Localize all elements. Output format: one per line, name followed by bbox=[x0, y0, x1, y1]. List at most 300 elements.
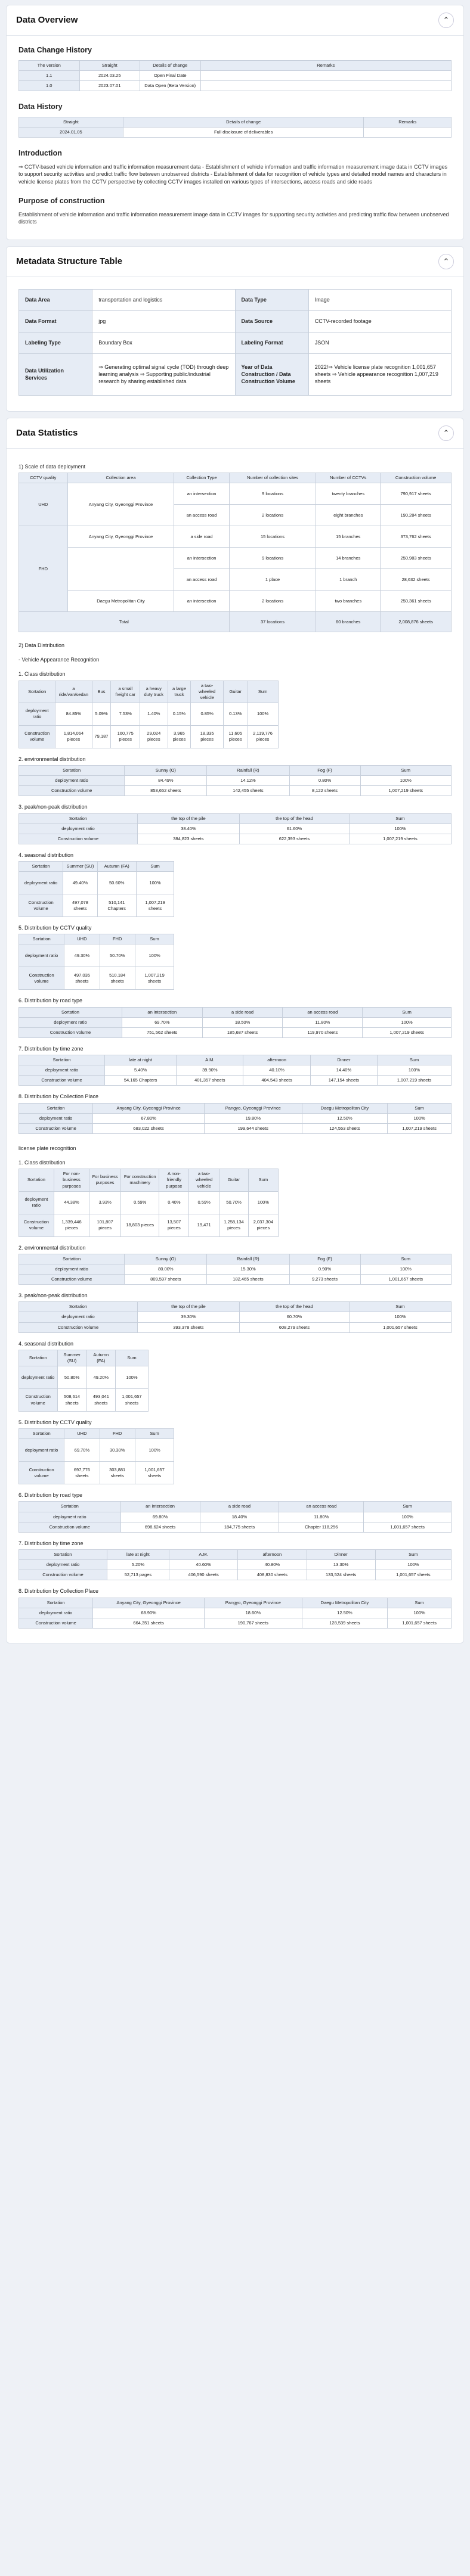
table-row bbox=[19, 1027, 452, 1037]
purpose-text: Establishment of vehicle information and traffic information measurement image data in CCTV images for supporting security activities and predicting traffic flow between unobserved districts bbox=[18, 211, 449, 225]
table-cell: 1,007,219 sheets bbox=[378, 1076, 452, 1086]
table-cell: 100% bbox=[349, 1312, 451, 1322]
table-cell: 9 locations bbox=[229, 548, 316, 569]
table-header-cell: Sum bbox=[364, 1502, 452, 1512]
table-cell: 1,007,219 sheets bbox=[360, 786, 451, 796]
row-label-cell: Construction volume bbox=[19, 1214, 54, 1236]
table-cell: 100% bbox=[375, 1560, 451, 1570]
table-header-cell: the top of the pile bbox=[137, 1302, 239, 1312]
distribution-title: 2) Data Distribution bbox=[18, 642, 65, 649]
table-cell: 28,632 sheets bbox=[381, 569, 452, 591]
table-cell: 190,767 sheets bbox=[204, 1618, 302, 1628]
table-cell: 1,001,657 sheets bbox=[375, 1570, 451, 1580]
table-header-cell: an access road bbox=[279, 1502, 364, 1512]
table-header-cell: Sortation bbox=[19, 766, 125, 776]
quality-cell: UHD bbox=[19, 483, 68, 526]
area-cell: Daegu Metropolitan City bbox=[67, 591, 174, 612]
table-header-cell: Fog (F) bbox=[289, 766, 360, 776]
table-header-cell: Sum bbox=[349, 813, 451, 824]
table-cell: 119,970 sheets bbox=[283, 1027, 363, 1037]
table-cell: 608,279 sheets bbox=[239, 1322, 349, 1332]
table-cell: 52,713 pages bbox=[107, 1570, 169, 1580]
distribution-subtitle: 7. Distribution by time zone bbox=[18, 1045, 84, 1052]
table-header-cell: For business purposes bbox=[89, 1169, 121, 1191]
table-cell bbox=[200, 71, 452, 81]
table-cell: 401,357 sheets bbox=[177, 1076, 243, 1086]
table-cell: 1,339,446 pieces bbox=[54, 1214, 89, 1236]
table-cell: 147,154 sheets bbox=[310, 1076, 377, 1086]
table-cell: 12.50% bbox=[302, 1608, 388, 1618]
table-row bbox=[19, 967, 174, 990]
table-header-cell: Daegu Metropolitan City bbox=[302, 1103, 388, 1113]
row-label-cell: 1.1 bbox=[19, 71, 80, 81]
table-cell: 15.30% bbox=[207, 1264, 289, 1274]
table-cell: 9 locations bbox=[229, 483, 316, 505]
row-label-cell: 1.0 bbox=[19, 81, 80, 91]
table-cell: 100% bbox=[378, 1065, 452, 1076]
table-header-cell: UHD bbox=[64, 934, 100, 944]
table-header-cell: Rainfall (R) bbox=[207, 1254, 289, 1264]
table-cell: 1,007,219 sheets bbox=[135, 967, 174, 990]
table-cell bbox=[200, 81, 452, 91]
section-title: Metadata Structure Table bbox=[16, 256, 123, 266]
table-header-cell: the top of the head bbox=[239, 813, 349, 824]
table-header-cell: an intersection bbox=[120, 1502, 200, 1512]
table-cell: 69.70% bbox=[64, 1439, 100, 1462]
table-header-cell: Sortation bbox=[19, 1429, 64, 1439]
distribution-table bbox=[18, 934, 174, 990]
table-header-cell: a side road bbox=[200, 1502, 279, 1512]
row-label-cell: Construction volume bbox=[19, 967, 64, 990]
table-cell: Chapter 118,256 bbox=[279, 1522, 364, 1532]
table-row bbox=[19, 786, 452, 796]
table-cell: a side road bbox=[174, 526, 229, 548]
table-header-cell: the top of the head bbox=[239, 1302, 349, 1312]
distribution-subtitle: 8. Distribution by Collection Place bbox=[18, 1588, 99, 1595]
section-title: Data Overview bbox=[16, 14, 78, 25]
table-cell: 0.15% bbox=[168, 703, 191, 725]
table-cell: 18,803 pieces bbox=[121, 1214, 159, 1236]
row-label-cell: deployment ratio bbox=[19, 1113, 93, 1123]
table-header-cell: Sum bbox=[360, 1254, 451, 1264]
table-cell: 68.90% bbox=[93, 1608, 205, 1618]
table-row bbox=[19, 1322, 452, 1332]
table-cell: 664,351 sheets bbox=[93, 1618, 205, 1628]
table-row bbox=[19, 1570, 452, 1580]
table-cell: 39.30% bbox=[137, 1312, 239, 1322]
table-header-cell: Details of change bbox=[140, 60, 201, 70]
table-row bbox=[19, 1275, 452, 1285]
row-label-cell: deployment ratio bbox=[19, 1312, 138, 1322]
table-row bbox=[19, 1123, 452, 1133]
scale-table bbox=[18, 473, 452, 632]
table-header-cell: Remarks bbox=[364, 117, 452, 128]
table-header-cell: a heavy duty truck bbox=[140, 680, 168, 703]
table-header-cell: FHD bbox=[100, 934, 135, 944]
table-cell: 5.09% bbox=[92, 703, 111, 725]
table-cell: 29,024 pieces bbox=[140, 725, 168, 748]
table-cell: 128,539 sheets bbox=[302, 1618, 388, 1628]
table-cell: 2,037,304 pieces bbox=[249, 1214, 278, 1236]
row-label-cell: Construction volume bbox=[19, 1322, 138, 1332]
distribution-table bbox=[18, 1169, 279, 1236]
distribution-table bbox=[18, 680, 279, 748]
table-header-cell: Sortation bbox=[19, 1550, 107, 1560]
table-cell: 44.38% bbox=[54, 1191, 89, 1214]
table-cell: 8,122 sheets bbox=[289, 786, 360, 796]
table-cell: 493,041 sheets bbox=[86, 1389, 115, 1412]
table-cell: 1,007,219 sheets bbox=[388, 1123, 452, 1133]
area-cell: Anyang City, Gyeonggi Province bbox=[67, 483, 174, 526]
table-cell: 40.60% bbox=[169, 1560, 238, 1570]
table-header-cell: Dinner bbox=[310, 1055, 377, 1065]
table-cell: 497,035 sheets bbox=[64, 967, 100, 990]
section-title: Data Statistics bbox=[16, 427, 78, 438]
table-cell: 30.30% bbox=[100, 1439, 135, 1462]
table-row bbox=[19, 944, 174, 967]
table-cell: 49.20% bbox=[86, 1366, 115, 1389]
table-cell: 199,644 sheets bbox=[204, 1123, 302, 1133]
chevron-up-icon[interactable]: ⌃ bbox=[438, 13, 454, 28]
distribution-subtitle: 3. peak/non-peak distribution bbox=[18, 1292, 88, 1299]
table-cell: Open Final Date bbox=[140, 71, 201, 81]
table-row bbox=[19, 1076, 452, 1086]
table-header-cell: Sum bbox=[375, 1550, 451, 1560]
row-label-cell: Construction volume bbox=[19, 894, 63, 917]
table-cell: 1,258,134 pieces bbox=[219, 1214, 248, 1236]
table-header-cell: Details of change bbox=[123, 117, 364, 128]
data-overview-header[interactable] bbox=[7, 5, 463, 36]
metadata-value: ⇒ Generating optimal signal cycle (TOD) through deep learning analysis ⇒ Supporting public/industrial research by sharing established data bbox=[92, 353, 235, 395]
table-cell: an intersection bbox=[174, 548, 229, 569]
table-row bbox=[19, 1512, 452, 1522]
table-cell: 39.90% bbox=[177, 1065, 243, 1076]
table-header-cell: Sum bbox=[378, 1055, 452, 1065]
table-header-cell: Pangyo, Gyeonggi Province bbox=[204, 1103, 302, 1113]
metadata-value: transportation and logistics bbox=[92, 289, 235, 310]
metadata-value: 2022/⇒ Vehicle license plate recognition 1,001,657 sheets ⇒ Vehicle appearance recognition 1,007,219 sheets bbox=[308, 353, 451, 395]
table-cell: 185,687 sheets bbox=[202, 1027, 283, 1037]
table-cell: 19,471 bbox=[189, 1214, 219, 1236]
table-cell: 0.90% bbox=[289, 1264, 360, 1274]
table-header-cell: Sum bbox=[388, 1103, 452, 1113]
row-label-cell: Construction volume bbox=[19, 1027, 122, 1037]
table-header-cell: Sortation bbox=[19, 680, 55, 703]
change-history-title: Data Change History bbox=[18, 46, 92, 54]
table-cell: 79,187 bbox=[92, 725, 111, 748]
table-cell: 1 branch bbox=[316, 569, 381, 591]
table-header-cell: Straight bbox=[19, 117, 123, 128]
distribution-table bbox=[18, 1301, 452, 1332]
table-cell: 2023.07.01 bbox=[79, 81, 140, 91]
table-cell: 9,273 sheets bbox=[289, 1275, 360, 1285]
table-cell: 1,001,657 sheets bbox=[360, 1275, 451, 1285]
row-label-cell: deployment ratio bbox=[19, 1512, 121, 1522]
metadata-value: CCTV-recorded footage bbox=[308, 310, 451, 332]
distribution-table bbox=[18, 1350, 149, 1412]
total-cell: 37 locations bbox=[229, 612, 316, 632]
table-header-cell: a ride/van/sedan bbox=[55, 680, 92, 703]
table-cell: 60.70% bbox=[239, 1312, 349, 1322]
distribution-table bbox=[18, 1103, 452, 1134]
table-header-cell: a small freight car bbox=[111, 680, 140, 703]
table-header-cell: late at night bbox=[107, 1550, 169, 1560]
table-cell: 622,393 sheets bbox=[239, 834, 349, 844]
table-cell: 2 locations bbox=[229, 591, 316, 612]
distribution-subtitle: 3. peak/non-peak distribution bbox=[18, 804, 88, 810]
table-row bbox=[19, 1191, 279, 1214]
scale-title: 1) Scale of data deployment bbox=[18, 463, 86, 470]
table-cell: 751,562 sheets bbox=[122, 1027, 202, 1037]
table-cell: 100% bbox=[136, 872, 174, 894]
table-cell: 1,001,657 sheets bbox=[349, 1322, 451, 1332]
appearance-title: - Vehicle Appearance Recognition bbox=[18, 657, 100, 663]
table-cell: 100% bbox=[363, 1017, 452, 1027]
table-cell: 50.80% bbox=[57, 1366, 86, 1389]
table-row bbox=[19, 81, 452, 91]
table-cell: 1,001,657 sheets bbox=[388, 1618, 452, 1628]
row-label-cell: deployment ratio bbox=[19, 1560, 107, 1570]
table-cell: 510,184 sheets bbox=[100, 967, 135, 990]
table-header-cell: Fog (F) bbox=[289, 1254, 360, 1264]
table-cell: 0.59% bbox=[189, 1191, 219, 1214]
table-cell: 100% bbox=[388, 1113, 452, 1123]
table-row bbox=[19, 1389, 149, 1412]
table-cell: 1,007,219 sheets bbox=[136, 894, 174, 917]
table-cell: 5.40% bbox=[105, 1065, 177, 1076]
table-header-cell: Sum bbox=[248, 680, 278, 703]
table-header-cell: the top of the pile bbox=[137, 813, 239, 824]
table-cell: 2,119,776 pieces bbox=[248, 725, 278, 748]
table-cell: 50.70% bbox=[100, 944, 135, 967]
table-header-cell: Sum bbox=[249, 1169, 278, 1191]
table-row bbox=[19, 128, 452, 138]
table-cell: 182,465 sheets bbox=[207, 1275, 289, 1285]
table-header-cell: Daegu Metropolitan City bbox=[302, 1598, 388, 1608]
table-cell: 0.59% bbox=[121, 1191, 159, 1214]
row-label-cell: Construction volume bbox=[19, 1076, 105, 1086]
table-header-cell: Pangyo, Gyeonggi Province bbox=[204, 1598, 302, 1608]
chevron-up-icon[interactable]: ⌃ bbox=[438, 425, 454, 441]
table-header-cell: Sortation bbox=[19, 1007, 122, 1017]
table-cell: 3.93% bbox=[89, 1191, 121, 1214]
table-cell: an access road bbox=[174, 569, 229, 591]
distribution-table bbox=[18, 861, 174, 917]
area-cell bbox=[67, 548, 174, 591]
distribution-table bbox=[18, 1428, 174, 1484]
distribution-table bbox=[18, 1254, 452, 1285]
distribution-subtitle: 4. seasonal distribution bbox=[18, 1340, 74, 1347]
table-cell: 508,614 sheets bbox=[57, 1389, 86, 1412]
table-row bbox=[19, 1017, 452, 1027]
distribution-subtitle: 2. environmental distribution bbox=[18, 756, 86, 762]
table-cell: 11.80% bbox=[279, 1512, 364, 1522]
table-row bbox=[19, 1214, 279, 1236]
data-statistics-card bbox=[6, 418, 464, 1643]
table-header-cell: Sum bbox=[388, 1598, 452, 1608]
data-statistics-header[interactable] bbox=[7, 418, 463, 449]
distribution-table bbox=[18, 1055, 452, 1086]
row-label-cell: deployment ratio bbox=[19, 872, 63, 894]
row-label-cell: deployment ratio bbox=[19, 703, 55, 725]
table-cell: 1,814,064 pieces bbox=[55, 725, 92, 748]
distribution-subtitle: 2. environmental distribution bbox=[18, 1244, 86, 1251]
table-row bbox=[19, 1065, 452, 1076]
introduction-title: Introduction bbox=[18, 149, 62, 158]
table-header-cell: an access road bbox=[283, 1007, 363, 1017]
table-cell: Full disclosure of deliverables bbox=[123, 128, 364, 138]
table-cell: 15 branches bbox=[316, 526, 381, 548]
table-header-cell: Sum bbox=[136, 862, 174, 872]
row-label-cell: Construction volume bbox=[19, 1275, 125, 1285]
table-header-cell: Straight bbox=[79, 60, 140, 70]
table-cell: 11,605 pieces bbox=[223, 725, 248, 748]
table-row bbox=[19, 1312, 452, 1322]
table-cell: 100% bbox=[116, 1366, 149, 1389]
distribution-table bbox=[18, 1007, 452, 1038]
row-label-cell: deployment ratio bbox=[19, 1017, 122, 1027]
table-header-cell: Sum bbox=[363, 1007, 452, 1017]
table-cell: 853,652 sheets bbox=[125, 786, 207, 796]
table-cell: 61.60% bbox=[239, 824, 349, 834]
row-label-cell: Construction volume bbox=[19, 1123, 93, 1133]
table-header-cell: Construction volume bbox=[381, 473, 452, 483]
table-header-cell: CCTV quality bbox=[19, 473, 68, 483]
table-row bbox=[19, 834, 452, 844]
distribution-subtitle: 1. Class distribution bbox=[18, 1160, 66, 1166]
metadata-value: Image bbox=[308, 289, 451, 310]
metadata-key: Data Format bbox=[19, 310, 92, 332]
table-header-cell: afternoon bbox=[243, 1055, 310, 1065]
table-cell: 13,507 pieces bbox=[159, 1214, 189, 1236]
metadata-table bbox=[18, 289, 452, 396]
table-cell: 2 locations bbox=[229, 505, 316, 526]
table-cell: 497,078 sheets bbox=[63, 894, 98, 917]
table-header-cell: Sortation bbox=[19, 813, 138, 824]
table-cell: 809,597 sheets bbox=[125, 1275, 207, 1285]
table-cell: 14.40% bbox=[310, 1065, 377, 1076]
table-header-cell: Sunny (O) bbox=[125, 766, 207, 776]
total-cell: 60 branches bbox=[316, 612, 381, 632]
table-cell: 373,762 sheets bbox=[381, 526, 452, 548]
table-header-cell: a two-wheeled vehicle bbox=[191, 680, 224, 703]
table-header-cell: Sortation bbox=[19, 1103, 93, 1113]
table-row bbox=[19, 725, 279, 748]
table-cell: 101,807 pieces bbox=[89, 1214, 121, 1236]
row-label-cell: deployment ratio bbox=[19, 1608, 93, 1618]
distribution-subtitle: 8. Distribution by Collection Place bbox=[18, 1093, 99, 1100]
metadata-key: Labeling Format bbox=[235, 332, 308, 353]
table-header-cell: Bus bbox=[92, 680, 111, 703]
table-row bbox=[19, 1366, 149, 1389]
row-label-cell: deployment ratio bbox=[19, 944, 64, 967]
change-history-table bbox=[18, 60, 452, 91]
chevron-up-icon[interactable]: ⌃ bbox=[438, 254, 454, 269]
table-header-cell: Sum bbox=[349, 1302, 451, 1312]
table-header-cell: The version bbox=[19, 60, 80, 70]
row-label-cell: Construction volume bbox=[19, 1570, 107, 1580]
table-header-cell: Sortation bbox=[19, 1254, 125, 1264]
table-cell: 190,284 sheets bbox=[381, 505, 452, 526]
table-row bbox=[19, 1113, 452, 1123]
table-cell: 49.40% bbox=[63, 872, 98, 894]
row-label-cell: deployment ratio bbox=[19, 1065, 105, 1076]
metadata-header[interactable] bbox=[7, 247, 463, 277]
table-header-cell: Sortation bbox=[19, 1302, 138, 1312]
table-cell: 18.40% bbox=[200, 1512, 279, 1522]
table-row bbox=[19, 894, 174, 917]
table-cell: 133,524 sheets bbox=[307, 1570, 375, 1580]
table-cell: 18.60% bbox=[204, 1608, 302, 1618]
row-label-cell: Construction volume bbox=[19, 1462, 64, 1484]
table-header-cell: Sum bbox=[116, 1350, 149, 1366]
table-cell: 54,165 Chapters bbox=[105, 1076, 177, 1086]
table-cell: an access road bbox=[174, 505, 229, 526]
table-cell: two branches bbox=[316, 591, 381, 612]
table-row bbox=[19, 1560, 452, 1570]
distribution-table bbox=[18, 765, 452, 796]
table-cell: 12.50% bbox=[302, 1113, 388, 1123]
row-label-cell: deployment ratio bbox=[19, 776, 125, 786]
table-cell: 100% bbox=[248, 703, 278, 725]
table-cell: 683,022 sheets bbox=[93, 1123, 205, 1133]
table-header-cell: Number of CCTVs bbox=[316, 473, 381, 483]
table-cell: 84.85% bbox=[55, 703, 92, 725]
table-header-cell: a side road bbox=[202, 1007, 283, 1017]
table-cell: 406,590 sheets bbox=[169, 1570, 238, 1580]
table-cell: 69.70% bbox=[122, 1017, 202, 1027]
table-row bbox=[19, 1618, 452, 1628]
table-cell: 160,775 pieces bbox=[111, 725, 140, 748]
table-cell: 18.50% bbox=[202, 1017, 283, 1027]
table-cell: 100% bbox=[135, 944, 174, 967]
table-header-cell: Guitar bbox=[219, 1169, 248, 1191]
table-cell: 100% bbox=[135, 1439, 174, 1462]
table-header-cell: Summer (SU) bbox=[57, 1350, 86, 1366]
table-row bbox=[19, 1462, 174, 1484]
table-cell: 250,983 sheets bbox=[381, 548, 452, 569]
table-header-cell: Summer (SU) bbox=[63, 862, 98, 872]
table-header-cell: Dinner bbox=[307, 1550, 375, 1560]
table-header-cell: For construction machinery bbox=[121, 1169, 159, 1191]
table-row bbox=[19, 71, 452, 81]
metadata-key: Data Source bbox=[235, 310, 308, 332]
table-cell: 67.80% bbox=[93, 1113, 205, 1123]
table-cell: 14 branches bbox=[316, 548, 381, 569]
table-cell: 0.40% bbox=[159, 1191, 189, 1214]
table-cell: 100% bbox=[360, 1264, 451, 1274]
table-cell: an intersection bbox=[174, 483, 229, 505]
table-cell: 15 locations bbox=[229, 526, 316, 548]
metadata-key: Data Utilization Services bbox=[19, 353, 92, 395]
table-row bbox=[19, 776, 452, 786]
table-header-cell: Autumn (FA) bbox=[97, 862, 136, 872]
table-cell: eight branches bbox=[316, 505, 381, 526]
table-cell: 49.30% bbox=[64, 944, 100, 967]
table-cell: 1,001,657 sheets bbox=[135, 1462, 174, 1484]
table-header-cell: FHD bbox=[100, 1429, 135, 1439]
table-header-cell: Sortation bbox=[19, 1502, 121, 1512]
plate-title: license plate recognition bbox=[18, 1145, 76, 1151]
table-header-cell: A non-friendly purpose bbox=[159, 1169, 189, 1191]
data-history-title: Data History bbox=[18, 102, 63, 111]
introduction-text: ⇒ CCTV-based vehicle information and traffic information measurement data - Establishment of vehicle information and traffic information measurement image data in CCTV images to support security activities and predict traffic flow between unobserved districts - Establishment of data for recognition of vehicle types and detailed model names and characters in vehicle license plates from the CCTV perspective by collecting CCTV images installed on various types of intersections, access roads and side roads bbox=[18, 164, 448, 185]
table-row bbox=[19, 703, 279, 725]
metadata-key: Data Type bbox=[235, 289, 308, 310]
table-cell: 69.80% bbox=[120, 1512, 200, 1522]
table-cell: 250,361 sheets bbox=[381, 591, 452, 612]
table-header-cell: Sum bbox=[135, 934, 174, 944]
